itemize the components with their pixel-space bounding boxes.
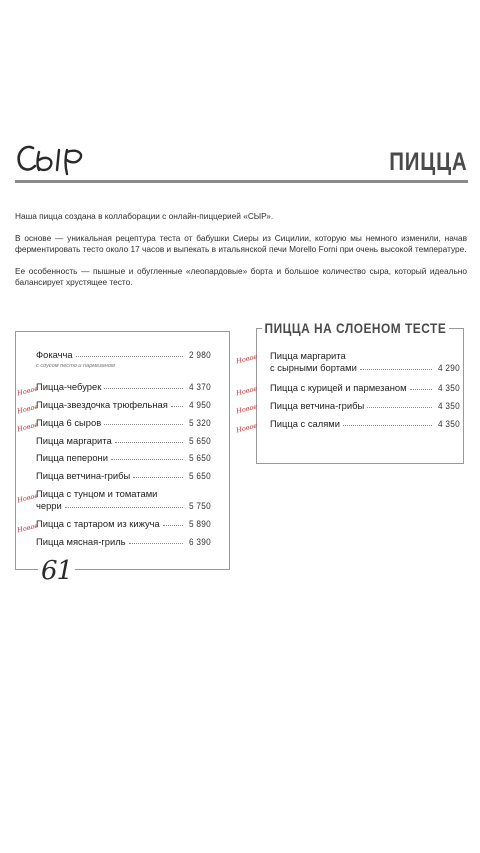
item-price: 2 980 — [189, 349, 211, 360]
new-badge: Новое — [235, 352, 259, 366]
intro-paragraph-2: В основе — уникальная рецептура теста от бабушки Сиеры из Сицилии, которую мы немного изменили, начав ферментировать тесто около 17 часов и выпекать в итальянской печи Morello Forni при очень высокой температуре. — [15, 233, 467, 254]
menu-item-tuna-cherry — [36, 500, 211, 511]
intro-paragraph-1: Наша пицца создана в коллаборации с онлайн-пиццерией «СЫР». — [15, 211, 274, 221]
leader-dots — [104, 424, 183, 425]
leader-dots — [129, 543, 183, 544]
menu-item-margherita-cheese-crust — [270, 362, 460, 373]
intro-text — [15, 211, 467, 299]
menu-item-pepperoni — [36, 452, 211, 463]
new-badge: Новое — [16, 402, 40, 416]
item-name: Пицца с курицей и пармезаном — [270, 382, 407, 393]
syr-logo — [15, 138, 87, 178]
item-price: 5 890 — [189, 518, 211, 529]
new-badge: Новое — [16, 420, 40, 434]
item-name: Пицца пеперони — [36, 452, 108, 463]
menu-item-salami — [270, 418, 460, 429]
new-badge: Новое — [235, 421, 259, 435]
item-name: Пицца ветчина-грибы — [270, 400, 365, 411]
new-badge: Новое — [235, 384, 259, 398]
menu-item-ham-mushroom — [36, 470, 211, 481]
menu-item-coho-tartare — [36, 518, 211, 529]
menu-item-meat-grill — [36, 536, 211, 547]
menu-item-truffle-star — [36, 399, 211, 410]
menu-item-margherita — [36, 435, 211, 446]
item-name: с сырными бортами — [270, 362, 357, 373]
leader-dots — [343, 425, 432, 426]
item-price: 6 390 — [189, 536, 211, 547]
new-badge: Новое — [16, 491, 40, 505]
menu-item-tuna-name-line1: Пицца с тунцом и томатами — [36, 488, 158, 499]
menu-item-margherita-crust-line1: Пицца маргарита — [270, 350, 346, 361]
item-price: 4 290 — [438, 362, 460, 373]
menu-item-chicken-parmesan — [270, 382, 460, 393]
new-badge: Новое — [16, 521, 40, 535]
item-name: Пицца-звездочка трюфельная — [36, 399, 168, 410]
leader-dots — [104, 388, 183, 389]
menu-item-six-cheese — [36, 417, 211, 428]
item-name: Пицца с тартаром из кижуча — [36, 518, 160, 529]
item-name: черри — [36, 500, 62, 511]
new-badge: Новое — [16, 384, 40, 398]
leader-dots — [65, 507, 183, 508]
menu-item-cheburek — [36, 381, 211, 392]
intro-paragraph-3: Ее особенность — пышные и обугленные «леопардовые» борта и большое количество сыра, который идеально балансирует хрустящее тесто. — [15, 266, 467, 287]
leader-dots — [163, 525, 183, 526]
item-name: Пицца ветчина-грибы — [36, 470, 131, 481]
item-name: Пицца-чебурек — [36, 381, 102, 392]
item-price: 5 750 — [189, 500, 211, 511]
item-price: 4 950 — [189, 399, 211, 410]
page-number: 61 — [38, 556, 75, 586]
item-price: 4 350 — [438, 418, 460, 429]
item-name: Пицца мясная-гриль — [36, 536, 126, 547]
page-title: ПИЦЦА — [389, 148, 468, 176]
leader-dots — [111, 459, 183, 460]
item-price: 5 320 — [189, 417, 211, 428]
item-price: 4 350 — [438, 400, 460, 411]
leader-dots — [410, 389, 432, 390]
syr-logo-icon — [15, 138, 87, 178]
leader-dots — [367, 407, 432, 408]
puff-pastry-heading: ПИЦЦА НА СЛОЕНОМ ТЕСТЕ — [262, 320, 449, 336]
item-price: 5 650 — [189, 470, 211, 481]
puff-pastry-box — [256, 328, 464, 464]
leader-dots — [115, 442, 183, 443]
item-price: 4 370 — [189, 381, 211, 392]
item-price: 5 650 — [189, 452, 211, 463]
item-name: Пицца 6 сыров — [36, 417, 102, 428]
item-price: 4 350 — [438, 382, 460, 393]
item-description: с соусом песто и пармезаном — [36, 363, 115, 369]
leader-dots — [360, 369, 432, 370]
item-name: Фокачча — [36, 349, 73, 360]
item-name: Пицца с салями — [270, 418, 340, 429]
leader-dots — [76, 356, 183, 357]
leader-dots — [171, 406, 183, 407]
new-badge: Новое — [235, 402, 259, 416]
menu-item-focaccia — [36, 349, 211, 360]
title-divider — [15, 180, 468, 183]
item-name: Пицца маргарита — [36, 435, 112, 446]
leader-dots — [133, 477, 183, 478]
menu-item-ham-mushroom-puff — [270, 400, 460, 411]
item-price: 5 650 — [189, 435, 211, 446]
